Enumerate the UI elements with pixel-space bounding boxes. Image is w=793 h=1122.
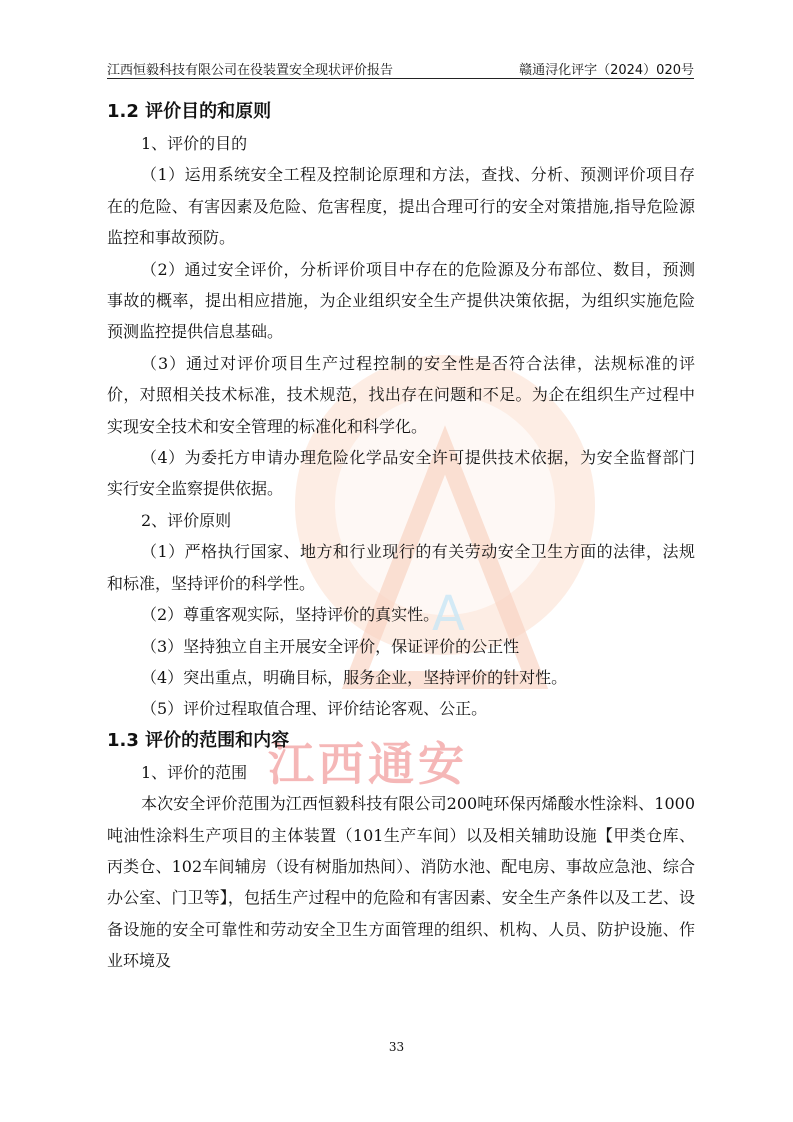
sub-item: 2、评价原则 [141, 510, 232, 530]
paragraph: 本次安全评价范围为江西恒毅科技有限公司200吨环保丙烯酸水性涂料、1000吨油性涂料生产项目的主体装置（101生产车间）以及相关辅助设施【甲类仓库、丙类仓、102车间辅房（设有树脂加热间）、消防水池、配电房、事故应急池、综合办公室、门卫等】，包括生产过程中的危险和有害因素、安全生产条件以及工艺、设备设施的安全可靠性和劳动安全卫生方面管理的组织、机构、人员、防护设施、作业环境及 [107, 794, 695, 971]
section-heading: 1.3 评价的范围和内容 [107, 729, 290, 751]
sub-item: （2）尊重客观实际，坚持评价的真实性。 [141, 605, 440, 625]
paragraph: （4）为委托方申请办理危险化学品安全许可提供技术依据，为安全监督部门实行安全监察提供依据。 [107, 448, 695, 499]
paragraph: （2）通过安全评价，分析评价项目中存在的危险源及分布部位、数目，预测事故的概率，提出相应措施，为企业组织安全生产提供决策依据，为组织实施危险预测监控提供信息基础。 [107, 259, 695, 342]
watermark-text: 江西通安 [268, 737, 468, 791]
document-body [107, 96, 695, 977]
header-report-number: 赣通浔化评字（2024）020号 [519, 63, 694, 78]
paragraph: （1）运用系统安全工程及控制论原理和方法，查找、分析、预测评价项目存在的危险、有害因素及危险、危害程度，提出合理可行的安全对策措施,指导危险源监控和事故预防。 [107, 165, 695, 248]
svg-text:A: A [432, 586, 465, 642]
page-number: 33 [388, 1040, 405, 1054]
page-header [107, 58, 694, 79]
sub-item: 1、评价的范围 [141, 762, 248, 782]
sub-item: 1、评价的目的 [141, 134, 248, 153]
sub-item: （4）突出重点，明确目标，服务企业，坚持评价的针对性。 [141, 667, 568, 687]
header-company-title: 江西恒毅科技有限公司在役装置安全现状评价报告 [107, 63, 394, 78]
sub-item: （3）坚持独立自主开展安全评价，保证评价的公正性 [141, 636, 520, 656]
section-heading: 1.2 评价目的和原则 [107, 101, 272, 122]
paragraph: （3）通过对评价项目生产过程控制的安全性是否符合法律，法规标准的评价，对照相关技术标准，技术规范，找出存在问题和不足。为企在组织生产过程中实现安全技术和安全管理的标准化和科学化。 [107, 353, 695, 436]
paragraph: （1）严格执行国家、地方和行业现行的有关劳动安全卫生方面的法律，法规和标准，坚持评价的科学性。 [107, 542, 695, 593]
sub-item: （5）评价过程取值合理、评价结论客观、公正。 [141, 699, 488, 719]
